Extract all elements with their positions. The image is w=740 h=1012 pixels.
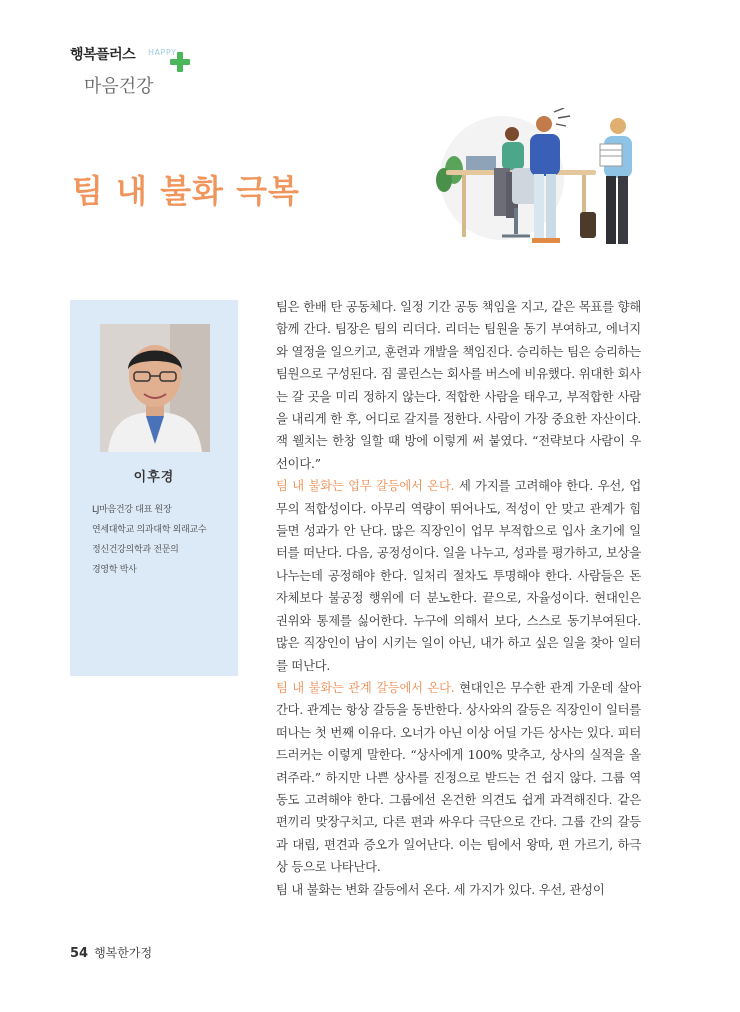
section-title: 마음건강 [84, 76, 154, 97]
paragraph-text: 세 가지를 고려해야 한다. 우선, 업무의 적합성이다. 아무리 역량이 뛰어나도, 적성이 안 맞고 관계가 힘들면 성과가 안 난다. 많은 직장인이 업무 부적합으로 입사 초기에 일터를 떠난다. 다음, 공정성이다. 일을 나누고, 성과를 평가하고, 보상을 나누는데 공정해야 한다. 일처리 절차도 투명해야 한다. 사람들은 돈 자체보다 불공정 행위에 더 분노한다. 끝으로, 자율성이다. 현대인은 권위와 통제를 싫어한다. 누구에 의해서 보다, 스스로 동기부여된다. 많은 직장인이 남이 시키는 일이 아닌, 내가 하고 싶은 일을 찾아 일터를 떠난다. [276, 479, 642, 673]
article-title: 팀 내 불화 극복 [72, 172, 300, 210]
author-sidebar [70, 300, 238, 676]
paragraph: 팀은 한배 탄 공동체다. 일정 기간 공동 책임을 지고, 같은 목표를 향해 함께 간다. 팀장은 팀의 리더다. 리더는 팀원을 동기 부여하고, 에너지와 열정을 일으키고, 훈련과 개발을 책임진다. 승리하는 팀은 승리하는 팀원으로 구성된다. 짐 콜린스는 회사를 버스에 비유했다. 위대한 회사는 갈 곳을 미리 정하지 않는다. 적합한 사람을 태우고, 부적합한 사람을 내리게 한 후, 어디로 갈지를 정한다. 사람이 가장 중요한 자산이다. 잭 웰치는 한창 일할 때 방에 이렇게 써 붙였다. “전략보다 사람이 우선이다.” [276, 300, 641, 471]
author-photo [100, 324, 210, 452]
author-name: 이후경 [133, 470, 175, 485]
page-footer [70, 944, 152, 961]
author-credential: LJ마음건강 대표 원장 [92, 505, 172, 515]
happy-tag: HAPPY [148, 48, 177, 57]
paragraph [276, 475, 641, 677]
page-number: 54 [70, 946, 89, 961]
magazine-name: 행복한가정 [94, 946, 153, 960]
author-credential: 경영학 박사 [92, 565, 137, 575]
paragraph [276, 677, 641, 879]
plus-icon [170, 52, 190, 72]
brand-title: 행복플러스 [70, 47, 136, 63]
author-credential: 연세대학교 의과대학 외래교수 [92, 525, 207, 535]
article-body [276, 296, 641, 901]
paragraph: 팀 내 불화는 변화 갈등에서 온다. 세 가지가 있다. 우선, 관성이 [276, 882, 605, 897]
team-conflict-illustration [432, 108, 644, 256]
paragraph-text: 현대인은 무수한 관계 가운데 살아간다. 관계는 항상 갈등을 동반한다. 상사와의 갈등은 직장인이 일터를 떠나는 첫 번째 이유다. 오너가 아닌 이상 어딜 가든 상사는 있다. 피터 드러커는 이렇게 말한다. “상사에게 100% 맞추고, 상사의 실적을 올려주라.” 하지만 나쁜 상사를 진정으로 받드는 건 쉽지 않다. 그룹 역동도 고려해야 한다. 그룹에선 온건한 의견도 쉽게 과격해진다. 같은 편끼리 맞장구치고, 다른 편과 싸우다 극단으로 간다. 그룹 간의 갈등과 대립, 편견과 증오가 일어난다. 이는 팀에서 왕따, 편 가르기, 하극상 등으로 나타난다. [276, 680, 641, 875]
highlight-sentence: 팀 내 불화는 관계 갈등에서 온다. [276, 680, 455, 695]
highlight-sentence: 팀 내 불화는 업무 갈등에서 온다. [276, 479, 455, 494]
author-credential: 정신건강의학과 전문의 [92, 545, 179, 555]
